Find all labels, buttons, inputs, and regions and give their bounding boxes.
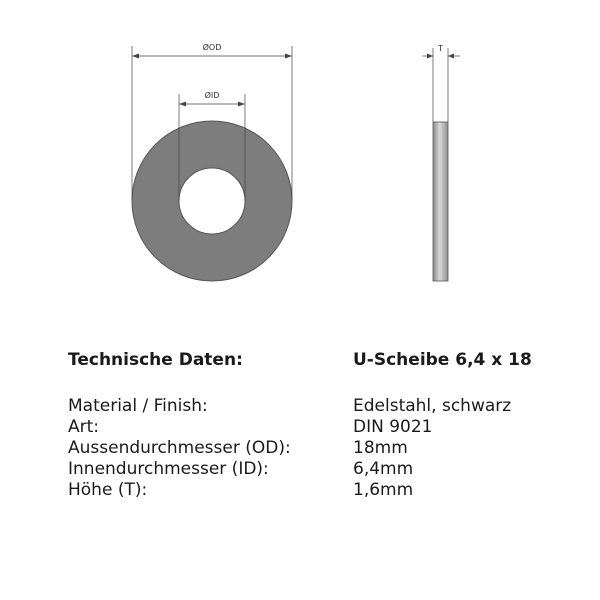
- spec-header: [68, 350, 538, 376]
- spec-label: Innendurchmesser (ID):: [68, 459, 269, 479]
- washer-front-view: [132, 121, 292, 281]
- spec-value: 18mm: [353, 438, 408, 458]
- spec-value: DIN 9021: [353, 417, 433, 437]
- spec-row: [68, 438, 538, 459]
- spec-row: [68, 417, 538, 438]
- spec-sheet: [68, 350, 538, 501]
- spec-row: [68, 459, 538, 480]
- spec-label: Aussendurchmesser (OD):: [68, 438, 291, 458]
- spec-value: 1,6mm: [353, 480, 414, 500]
- spec-row: [68, 396, 538, 417]
- product-name: U-Scheibe 6,4 x 18: [353, 350, 532, 370]
- spec-heading: Technische Daten:: [68, 350, 243, 370]
- od-label: ØOD: [202, 43, 222, 52]
- t-dimension: [422, 48, 460, 122]
- spec-value: 6,4mm: [353, 459, 414, 479]
- spec-value: Edelstahl, schwarz: [353, 396, 512, 416]
- spec-label: Material / Finish:: [68, 396, 208, 416]
- spec-row: [68, 480, 538, 501]
- spec-label: Höhe (T):: [68, 480, 148, 500]
- t-label: T: [438, 44, 443, 53]
- washer-side-view: [433, 122, 448, 281]
- id-label: ØID: [204, 91, 220, 100]
- spec-label: Art:: [68, 417, 100, 437]
- spec-table: [68, 396, 538, 501]
